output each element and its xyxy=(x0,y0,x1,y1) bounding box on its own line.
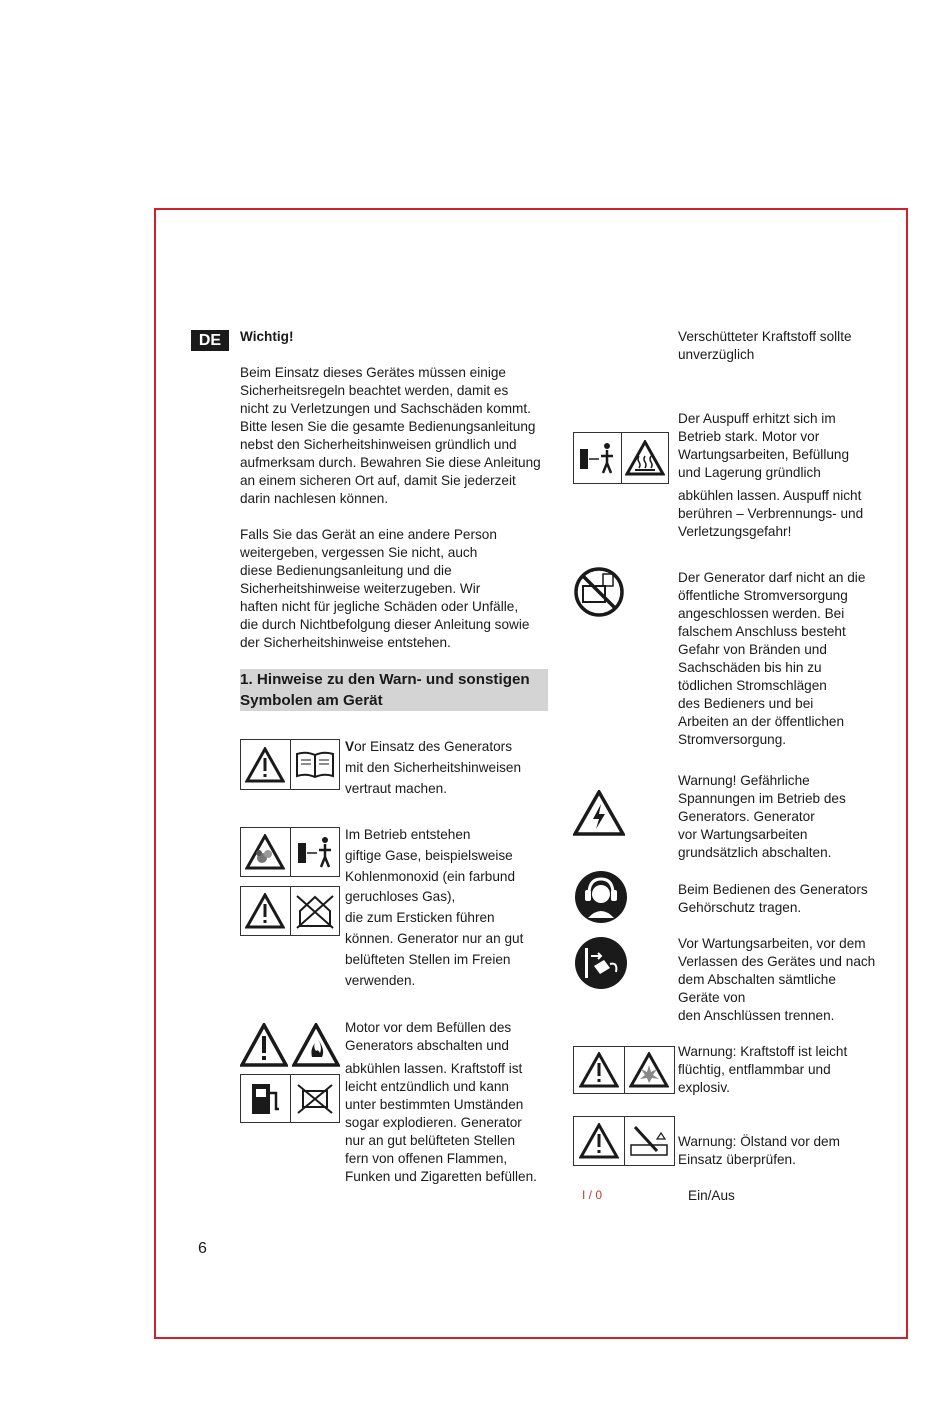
section-heading xyxy=(240,669,548,711)
on-off-symbol: I / 0 xyxy=(582,1188,603,1202)
handover-paragraph xyxy=(240,526,570,652)
text-line: und Lagerung gründlich xyxy=(678,465,821,480)
title: Wichtig! xyxy=(240,329,294,344)
hot-exhaust-text-a xyxy=(678,410,898,482)
text-line: Der Auspuff erhitzt sich im xyxy=(678,411,836,426)
hearing-text xyxy=(678,881,903,917)
text-line: können. Generator nur an gut xyxy=(345,930,524,946)
text-line: angeschlossen werden. Bei xyxy=(678,606,845,621)
text-line: unverzüglich xyxy=(678,347,755,362)
text-line: Im Betrieb entstehen xyxy=(345,827,471,842)
text-line: Betrieb stark. Motor vor xyxy=(678,429,820,444)
no-indoor-icon-group xyxy=(240,886,340,936)
intro-paragraph xyxy=(240,364,560,508)
text-line: den Anschlüssen trennen. xyxy=(678,1008,835,1023)
text-line: vor Wartungsarbeiten xyxy=(678,827,808,842)
warning-triangle-icon xyxy=(574,1047,624,1093)
text-line: weitergeben, vergessen Sie nicht, auch xyxy=(240,545,478,560)
explosive-icon-group xyxy=(573,1046,675,1094)
explosive-warning-icon xyxy=(624,1047,675,1093)
grid-connection-text xyxy=(678,569,903,749)
text-line: die durch Nichtbefolgung dieser Anleitung sowie xyxy=(240,617,530,632)
text-line: falschem Anschluss besteht xyxy=(678,624,846,639)
text-line: Verlassen des Gerätes und nach xyxy=(678,954,876,969)
text-line: flüchtig, entflammbar und xyxy=(678,1062,831,1077)
text-line: berühren – Verbrennungs- und xyxy=(678,506,864,521)
hot-exhaust-icon-group xyxy=(573,432,669,484)
text-line: nur an gut belüfteten Stellen xyxy=(345,1133,516,1148)
language-badge: DE xyxy=(191,330,229,351)
text-line: Funken und Zigaretten befüllen. xyxy=(345,1169,537,1184)
text-line: Gefahr von Bränden und xyxy=(678,642,827,657)
hot-exhaust-text-b xyxy=(678,487,898,541)
text-line: abkühlen lassen. Kraftstoff ist xyxy=(345,1061,523,1076)
text-line: diese Bedienungsanleitung und die xyxy=(240,563,452,578)
text-line: Stromversorgung. xyxy=(678,732,787,747)
text-line: Generators abschalten und xyxy=(345,1038,509,1053)
text-line: Sicherheitsregeln beachtet werden, damit es xyxy=(240,383,509,398)
fuel-icon-group xyxy=(240,1074,340,1123)
text-line: Warnung: Kraftstoff ist leicht xyxy=(678,1044,848,1059)
text-line: leicht entzündlich und kann xyxy=(345,1079,509,1094)
manual-icon-group xyxy=(240,739,340,790)
text-line: aufmerksam durch. Bewahren Sie diese Anleitung xyxy=(240,455,541,470)
text-line: geruchloses Gas), xyxy=(345,889,456,905)
manual-text xyxy=(345,737,555,799)
text-line: des Bedieners und bei xyxy=(678,696,814,711)
hot-surface-warning-icon xyxy=(621,433,669,483)
text-line: Spannungen im Betrieb des xyxy=(678,791,846,806)
electric-hazard-icon xyxy=(573,790,625,836)
toxic-gas-text xyxy=(345,825,555,991)
text-line: tödlichen Stromschlägen xyxy=(678,678,827,693)
text-line: Sachschäden bis hin zu xyxy=(678,660,822,675)
text-line: die zum Ersticken führen xyxy=(345,910,495,926)
text-line: dem Abschalten sämtliche xyxy=(678,972,836,987)
toxic-fumes-warning-icon xyxy=(241,828,290,876)
warning-triangle-icon xyxy=(574,1117,624,1165)
oil-text xyxy=(678,1133,903,1169)
distance-person-icon xyxy=(290,828,340,876)
text-line: belüfteten Stellen im Freien xyxy=(345,951,511,967)
engine-off-icon xyxy=(290,1075,340,1122)
distance-person-icon xyxy=(574,433,621,483)
text-line: fern von offenen Flammen, xyxy=(345,1151,508,1166)
hearing-protection-icon xyxy=(574,870,628,924)
text-line: an einem sicheren Ort auf, damit Sie jederzeit xyxy=(240,473,516,488)
on-off-label: Ein/Aus xyxy=(688,1188,735,1203)
text-line: Kohlenmonoxid (ein farbund xyxy=(345,868,516,884)
page-number: 6 xyxy=(198,1240,207,1257)
text-line: abkühlen lassen. Auspuff nicht xyxy=(678,488,862,503)
manual-book-icon xyxy=(290,740,340,789)
spilled-fuel-text xyxy=(678,328,898,364)
text-line: öffentliche Stromversorgung xyxy=(678,588,848,603)
text-line: der Sicherheitshinweise entstehen. xyxy=(240,635,451,650)
text-line: verwenden. xyxy=(345,972,416,988)
text-line: Der Generator darf nicht an die xyxy=(678,570,866,585)
explosive-text xyxy=(678,1043,903,1097)
text-line: Bitte lesen Sie die gesamte Bedienungsanleitung xyxy=(240,419,536,434)
voltage-text xyxy=(678,772,903,862)
text-line: grundsätzlich abschalten. xyxy=(678,845,832,860)
fuel-text-b xyxy=(345,1060,560,1186)
text-line: Gehörschutz tragen. xyxy=(678,900,802,915)
text-line: Wartungsarbeiten, Befüllung xyxy=(678,447,850,462)
text-line: Verschütteter Kraftstoff sollte xyxy=(678,329,852,344)
text-line: explosiv. xyxy=(678,1080,730,1095)
warning-triangle-icon xyxy=(241,740,290,789)
no-grid-connection-icon xyxy=(573,566,625,618)
text-line: Einsatz überprüfen. xyxy=(678,1152,796,1167)
text-line: Symbolen am Gerät xyxy=(240,692,383,709)
fuel-pump-icon xyxy=(241,1075,290,1122)
text-line: Vor Wartungsarbeiten, vor dem xyxy=(678,936,866,951)
manual-lines xyxy=(345,739,521,796)
warning-triangle-icon xyxy=(241,887,290,935)
text-line: Warnung! Gefährliche xyxy=(678,773,810,788)
oil-dipstick-icon xyxy=(624,1117,675,1165)
text-line: darin nachlesen können. xyxy=(240,491,389,506)
text-line: Arbeiten an der öffentlichen xyxy=(678,714,845,729)
text-line: unter bestimmten Umständen xyxy=(345,1097,524,1112)
oil-level-icon-group xyxy=(573,1116,675,1166)
text-line: Warnung: Ölstand vor dem xyxy=(678,1134,840,1149)
text-line: Generators. Generator xyxy=(678,809,815,824)
disconnect-plug-icon xyxy=(574,936,628,990)
text-line: Verletzungsgefahr! xyxy=(678,524,792,539)
no-indoor-use-icon xyxy=(290,887,340,935)
text-line: haften nicht für jegliche Schäden oder Unfälle, xyxy=(240,599,519,614)
disconnect-text xyxy=(678,935,903,1025)
text-line: or Einsatz des Generators xyxy=(354,739,512,754)
text-line: mit den Sicherheitshinweisen xyxy=(345,759,522,775)
text-line: Motor vor dem Befüllen des xyxy=(345,1020,512,1035)
fuel-text-a xyxy=(345,1019,560,1055)
text-line: Falls Sie das Gerät an eine andere Person xyxy=(240,527,497,542)
toxic-gas-icon-group xyxy=(240,827,340,877)
text-line: Beim Bedienen des Generators xyxy=(678,882,868,897)
text-line: Beim Einsatz dieses Gerätes müssen einige xyxy=(240,365,506,380)
text-line: Sicherheitshinweise weiterzugeben. Wir xyxy=(240,581,481,596)
text-line: giftige Gase, beispielsweise xyxy=(345,847,513,863)
flammable-warning-icon xyxy=(292,1022,340,1068)
text-line: sogar explodieren. Generator xyxy=(345,1115,522,1130)
manual-initial: V xyxy=(345,739,355,754)
text-line: 1. Hinweise zu den Warn- und sonstigen xyxy=(240,671,530,688)
text-line: Geräte von xyxy=(678,990,746,1005)
warning-triangle-icon xyxy=(240,1022,288,1068)
text-line: nebst den Sicherheitshinweisen gründlich und xyxy=(240,437,517,452)
text-line: vertraut machen. xyxy=(345,780,447,796)
text-line: nicht zu Verletzungen und Sachschäden kommt. xyxy=(240,401,531,416)
